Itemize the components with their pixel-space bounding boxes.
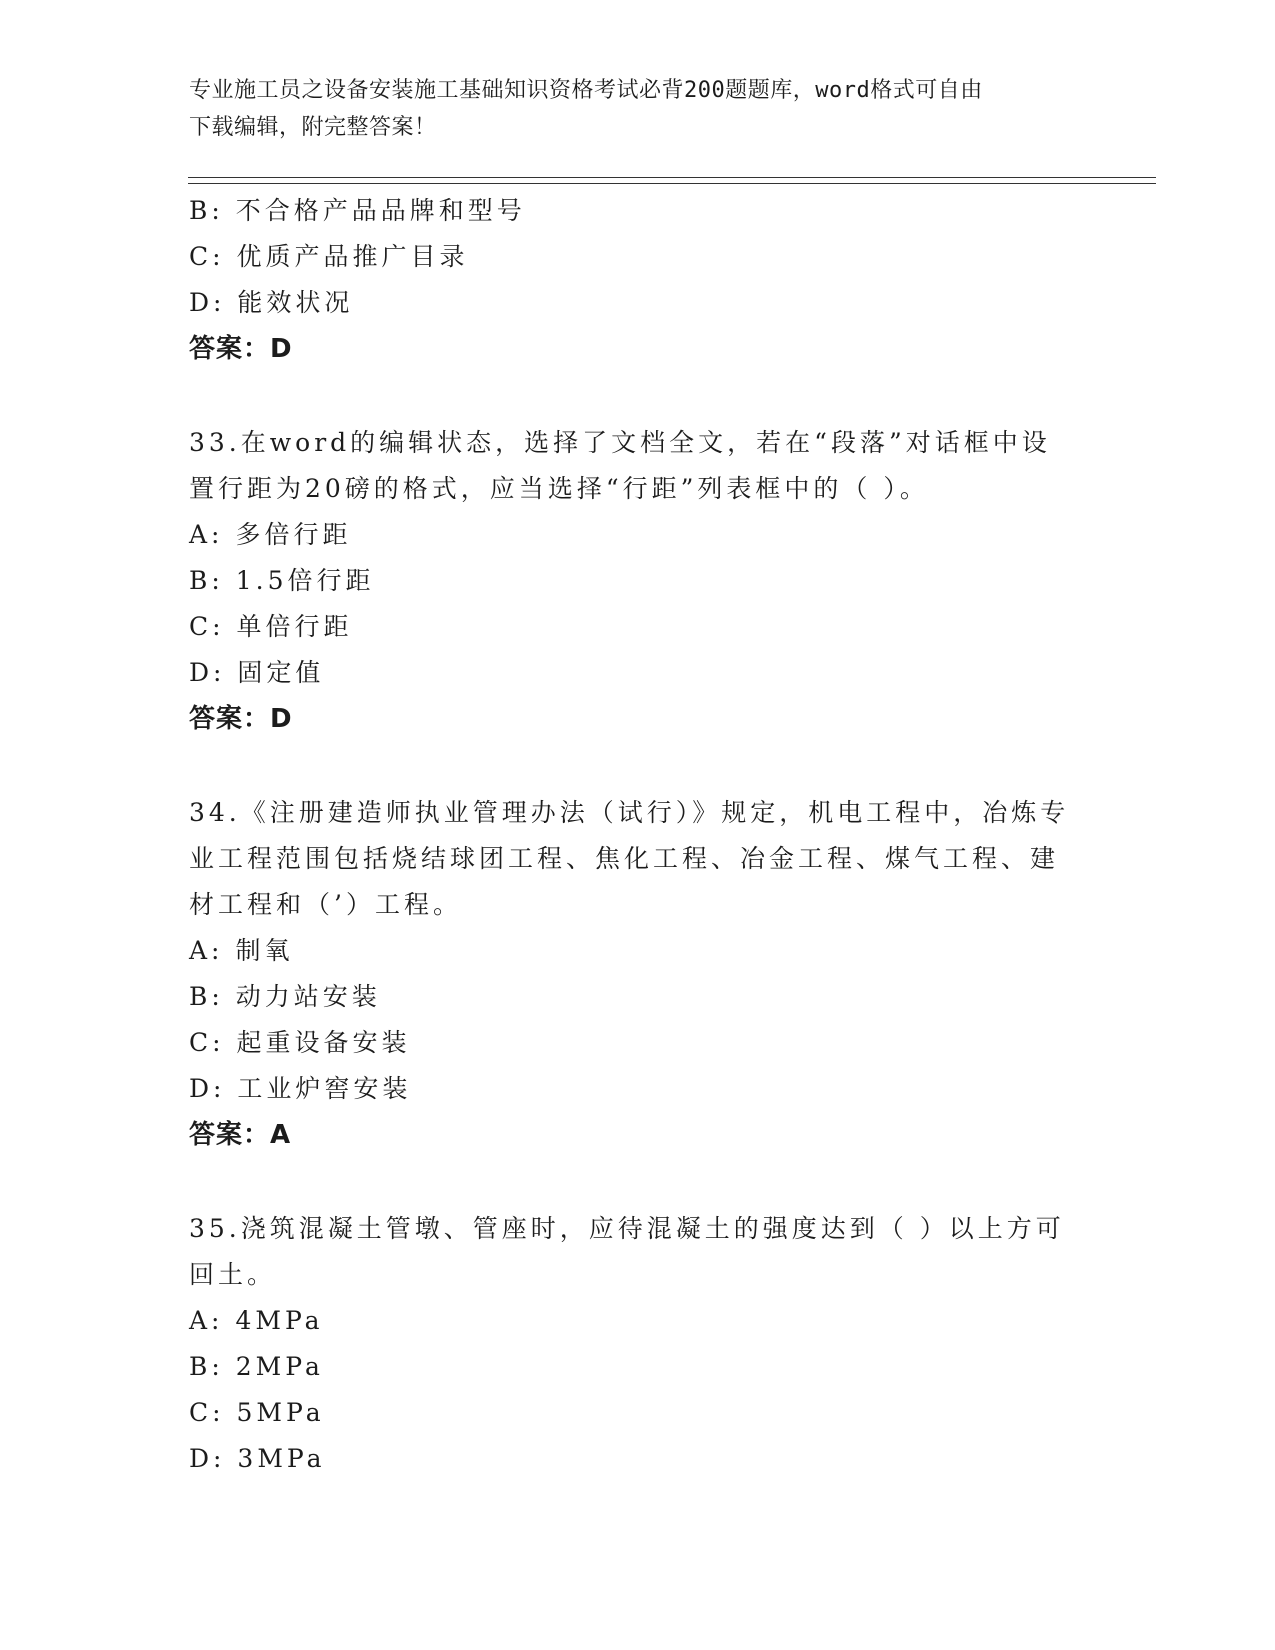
- option-b: B: 不合格产品品牌和型号: [189, 196, 526, 225]
- option-a: A: 4MPa: [189, 1306, 324, 1335]
- header-line-2: 下载编辑，附完整答案！: [189, 115, 437, 140]
- question-text-line: 业工程范围包括烧结球团工程、焦化工程、冶金工程、煤气工程、建: [189, 844, 1060, 873]
- option-d: D: 能效状况: [189, 288, 354, 317]
- option-b: B: 2MPa: [189, 1352, 324, 1381]
- option-b: B: 动力站安装: [189, 982, 381, 1011]
- option-c: C: 单倍行距: [189, 612, 353, 641]
- option-a: A: 制氧: [189, 936, 294, 965]
- option-d: D: 3MPa: [189, 1444, 326, 1473]
- question-text-line: 材工程和（’）工程。: [189, 890, 462, 919]
- document-header: [189, 72, 1069, 146]
- question-text-line: 回土。: [189, 1260, 277, 1289]
- question-text-line: 35.浇筑混凝土管墩、管座时，应待混凝土的强度达到（ ）以上方可: [189, 1214, 1065, 1243]
- option-b: B: 1.5倍行距: [189, 566, 375, 595]
- option-c: C: 起重设备安装: [189, 1028, 411, 1057]
- question-text-line: 33.在word的编辑状态，选择了文档全文，若在“段落”对话框中设: [189, 428, 1051, 457]
- question-33: [189, 420, 1089, 742]
- option-d: D: 固定值: [189, 658, 325, 687]
- option-c: C: 5MPa: [189, 1398, 325, 1427]
- option-a: A: 多倍行距: [189, 520, 352, 549]
- option-c: C: 优质产品推广目录: [189, 242, 469, 271]
- header-divider-bottom: [188, 183, 1156, 184]
- header-line-1: 专业施工员之设备安装施工基础知识资格考试必背200题题库，word格式可自由: [189, 78, 983, 103]
- question-34: [189, 790, 1089, 1158]
- question-32-tail: [189, 188, 1089, 372]
- question-text-line: 置行距为20磅的格式，应当选择“行距”列表框中的（ ）。: [189, 474, 929, 503]
- header-divider-top: [188, 177, 1156, 178]
- option-d: D: 工业炉窖安装: [189, 1074, 412, 1103]
- answer: 答案：A: [189, 1120, 292, 1150]
- answer: 答案：D: [189, 334, 293, 364]
- answer: 答案：D: [189, 704, 293, 734]
- document-body: [189, 188, 1089, 1482]
- question-35: [189, 1206, 1089, 1482]
- question-text-line: 34.《注册建造师执业管理办法（试行）》规定，机电工程中，冶炼专: [189, 798, 1070, 827]
